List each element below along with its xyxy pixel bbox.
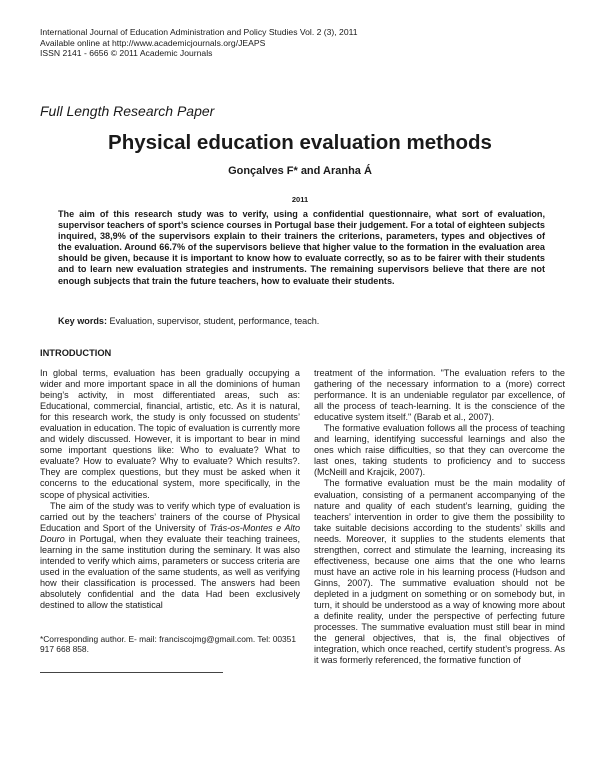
paper-authors: Gonçalves F* and Aranha Á xyxy=(228,165,372,177)
journal-citation: International Journal of Education Administration and Policy Studies Vol. 2 (3), 2011 xyxy=(40,27,358,37)
keywords-label: Key words: xyxy=(58,316,108,326)
paper-type: Full Length Research Paper xyxy=(40,103,215,119)
journal-header xyxy=(40,27,358,59)
paper-year: 2011 xyxy=(291,195,309,204)
journal-url[interactable]: Available online at http://www.academicjournals.org/JEAPS xyxy=(40,37,266,48)
left-column xyxy=(40,368,300,611)
right-paragraph-2: The formative evaluation follows all the process of teaching and learning, identifying successful learnings and also the ones which raise difficulties, so that they can overcome the last ones, taking students to proficiency and to success (McNeill and Krajcik, 2007). xyxy=(314,423,565,478)
left-paragraph-2-start: The aim of the study was to verify which type of evaluation is carried out by the teachers’ trainers of the course of Physical Education and Sport of the University of xyxy=(40,500,300,533)
abstract: The aim of this research study was to verify, using a confidential questionnaire, what sort of evaluation, supervisor teachers of sport’s science courses in Portugal base their judgement. For a total of eighteen subjects inquired, 38,9% of the supervisors explain to their trainers the criterions, parameters, types and objectives of the evaluation. Around 66.7% of the supervisors believe that higher value to the formation in the evaluation area should be given, because it is important to know how to evaluate correctly, so as to be fairer with their students and to learn new evaluation strategies and instruments. The remaining supervisors believe that there are not enough subjects that train the future teachers, how to evaluate their students. xyxy=(58,209,545,286)
paper-title: Physical education evaluation methods xyxy=(108,131,492,154)
left-paragraph-1: In global terms, evaluation has been gradually occupying a wider and more important space in all the dominions of human being’s activity, in most differentiated areas, such as: Educational, commercial, financial, artistic, etc. As it is natural, for this research work, the study is only focussed on students’ evaluation in education. The topic of evaluation is currently more and widely discussed. However, it is important to bear in mind some important questions like: Who to evaluate? What to evaluate? How to evaluate? Why to evaluate? Which results?. They are complex questions, but they must be asked when it concerns to the educational system, more specifically, in the scope of physical activities. xyxy=(40,368,300,500)
footnote-divider xyxy=(40,672,223,673)
corresponding-author-footnote: *Corresponding author. E- mail: franciscojmg@gmail.com. Tel: 00351 917 668 858. xyxy=(40,634,296,655)
keywords xyxy=(58,316,545,326)
left-paragraph-2-end: in Portugal, when they evaluate their teaching trainees, learning in the same institution during the seminary. It was also intended to verify which aims, parameters or success criteria are used in the evaluation of the same students, as well as verifying how their classification is processed. The answers had been absolutely confidential and the data Had been exclusively destined to allow the statistical xyxy=(40,533,300,610)
right-paragraph-1: treatment of the information. "The evaluation refers to the gathering of the necessary information to a (more) correct performance. It is an undeniable regulator par excellence, of all the process of teach-learning. It is the conscience of the educative system itself." (Barab et al., 2007). xyxy=(314,368,565,423)
university-name: Trás-os-Montes e Alto Douro xyxy=(40,522,300,544)
keywords-text: Evaluation, supervisor, student, performance, teach. xyxy=(107,316,320,326)
right-paragraph-3: The formative evaluation must be the main modality of evaluation, consisting of a permanent accompanying of the nature and quality of each student’s learning, guiding the teachers’ intervention in order to give them the possibility to take suitable decisions according to the students’ skills and needs. Moreover, it supplies to the students elements that strengthen, correct and stimulate the learning, increasing its effectiveness, because one aims that the one who learns must have an active role in his learning process (Hudson and Ginns, 2007). The summative evaluation should not be depleted in a judgment on something or on somebody but, in turn, it should be understood as a way of knowing more about a definite reality, under the perspective of perfecting future processes. The summative evaluation must still bear in mind the general objectives, that is, the final objectives of integration, which once reached, certify student’s progress. As it was formerly referenced, the formative function of xyxy=(314,478,565,666)
left-paragraph-2 xyxy=(40,501,300,611)
right-column xyxy=(314,368,565,666)
section-heading-introduction: INTRODUCTION xyxy=(40,348,112,358)
journal-issn: ISSN 2141 - 6656 © 2011 Academic Journals xyxy=(40,48,213,59)
